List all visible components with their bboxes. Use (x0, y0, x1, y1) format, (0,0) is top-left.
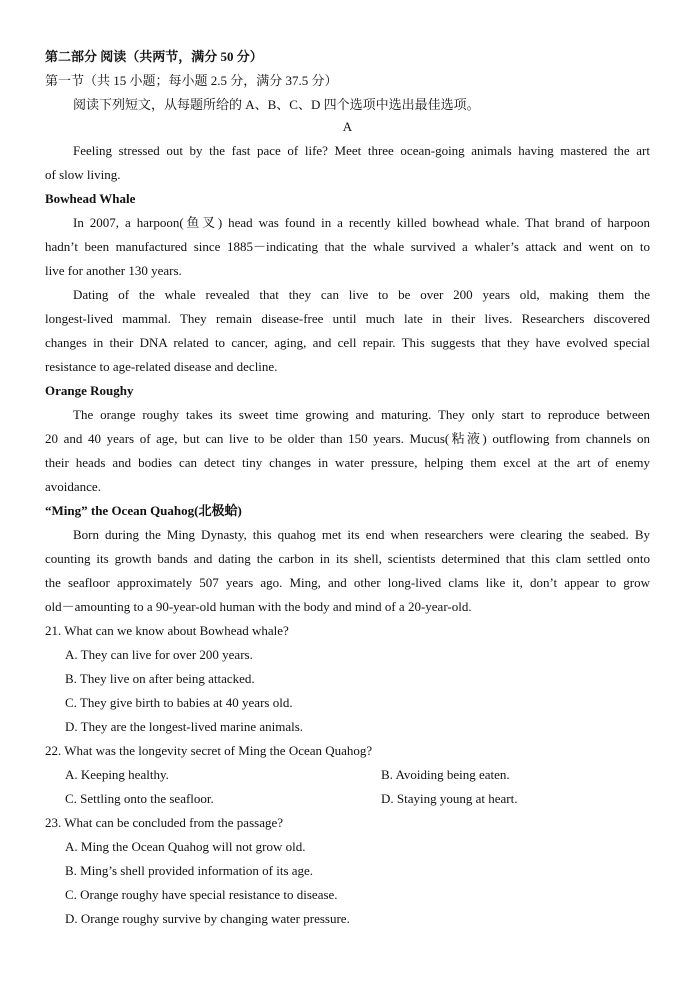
paragraph-line: The orange roughy takes its sweet time growing and maturing. They only start to reproduce between (73, 407, 650, 422)
question-stem: 22. What was the longevity secret of Ming the Ocean Quahog? (45, 743, 373, 758)
intro-line: of slow living. (45, 167, 121, 182)
answer-option[interactable]: B. Ming’s shell provided information of its age. (65, 863, 314, 878)
answer-option[interactable]: A. Ming the Ocean Quahog will not grow old. (65, 839, 306, 854)
paragraph-line: avoidance. (45, 479, 101, 494)
passage-label: A (342, 119, 353, 134)
paragraph-line: changes in their DNA related to cancer, aging, and cell repair. This suggests that they have evolved special (45, 335, 650, 350)
question-stem: 23. What can be concluded from the passage? (45, 815, 283, 830)
answer-option[interactable]: C. They give birth to babies at 40 years old. (65, 695, 293, 710)
instruction: 阅读下列短文，从每题所给的 A、B、C、D 四个选项中选出最佳选项。 (73, 97, 480, 112)
part-title: 第二部分 阅读（共两节，满分 50 分） (45, 49, 263, 64)
answer-option[interactable]: B. They live on after being attacked. (65, 671, 255, 686)
answer-option[interactable]: A. They can live for over 200 years. (65, 647, 253, 662)
answer-option[interactable]: B. Avoiding being eaten. (381, 767, 510, 782)
answer-option[interactable]: A. Keeping healthy. (65, 767, 169, 782)
section-heading: Bowhead Whale (45, 191, 136, 206)
question-stem: 21. What can we know about Bowhead whale? (45, 623, 289, 638)
answer-option[interactable]: D. Orange roughy survive by changing water pressure. (65, 911, 350, 926)
paragraph-line: longest-lived mammal. They remain disease-free until much late in their lives. Researchers discovered (45, 311, 650, 326)
answer-option[interactable]: D. Staying young at heart. (381, 791, 518, 806)
paragraph-line: In 2007, a harpoon(鱼叉) head was found in a recently killed bowhead whale. That brand of harpoon (73, 215, 650, 230)
paragraph-line: counting its growth bands and dating the carbon in its shell, scientists determined that this clam settled onto (45, 551, 650, 566)
section-title: 第一节（共 15 小题；每小题 2.5 分，满分 37.5 分） (45, 73, 338, 88)
answer-option[interactable]: C. Settling onto the seafloor. (65, 791, 214, 806)
paragraph-line: their heads and bodies can detect tiny changes in water pressure, helping them excel at the art of enemy (45, 455, 650, 470)
paragraph-line: hadn’t been manufactured since 1885－indicating that the whale survived a whaler’s attack and went on to (45, 239, 650, 254)
section-heading: Orange Roughy (45, 383, 134, 398)
answer-option[interactable]: C. Orange roughy have special resistance to disease. (65, 887, 338, 902)
paragraph-line: resistance to age-related disease and decline. (45, 359, 278, 374)
paragraph-line: the seafloor approximately 507 years ago. Ming, and other long-lived clams like it, don’t appear to grow (45, 575, 650, 590)
intro-line: Feeling stressed out by the fast pace of life? Meet three ocean-going animals having mastered the art (73, 143, 650, 158)
paragraph-line: Born during the Ming Dynasty, this quahog met its end when researchers were clearing the seabed. By (73, 527, 650, 542)
paragraph-line: live for another 130 years. (45, 263, 182, 278)
section-heading: “Ming” the Ocean Quahog(北极蛤) (45, 503, 242, 518)
paragraph-line: Dating of the whale revealed that they can live to be over 200 years old, making them the (73, 287, 650, 302)
answer-option[interactable]: D. They are the longest-lived marine animals. (65, 719, 304, 734)
paragraph-line: old－amounting to a 90-year-old human with the body and mind of a 20-year-old. (45, 599, 472, 614)
paragraph-line: 20 and 40 years of age, but can live to be older than 150 years. Mucus(粘液) outflowing from channels on (45, 431, 650, 446)
